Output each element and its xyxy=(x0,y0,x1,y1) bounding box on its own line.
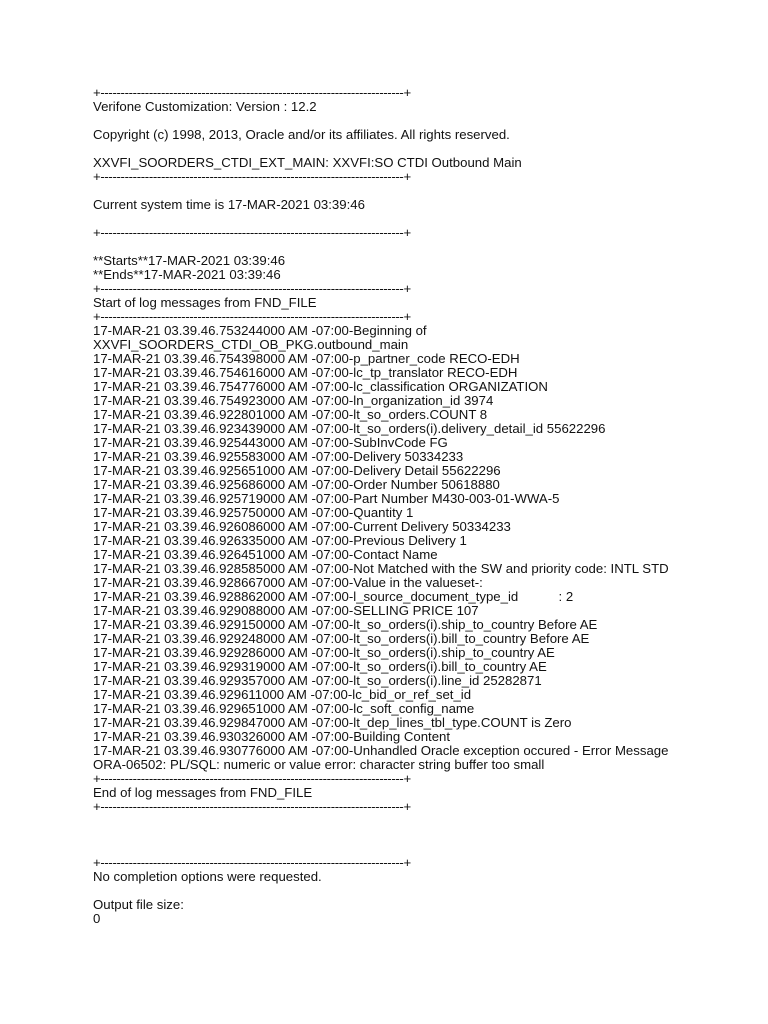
log-message: 17-MAR-21 03.39.46.929088000 AM -07:00-SELLING PRICE 107 xyxy=(93,603,479,618)
log-message: 17-MAR-21 03.39.46.930776000 AM -07:00-Unhandled Oracle exception occured - Error Message xyxy=(93,743,669,758)
program-name: XXVFI_SOORDERS_CTDI_EXT_MAIN: XXVFI:SO CTDI Outbound Main xyxy=(93,155,522,170)
blank-line xyxy=(93,142,758,156)
blank-line xyxy=(93,842,758,856)
log-message: 17-MAR-21 03.39.46.929651000 AM -07:00-lc_soft_config_name xyxy=(93,701,475,716)
log-message: 17-MAR-21 03.39.46.754398000 AM -07:00-p_partner_code RECO-EDH xyxy=(93,351,520,366)
output-file-size-value: 0 xyxy=(93,911,101,926)
log-error-message: ORA-06502: PL/SQL: numeric or value error: character string buffer too small xyxy=(93,757,545,772)
log-message: 17-MAR-21 03.39.46.928667000 AM -07:00-Value in the valueset-: xyxy=(93,575,483,590)
blank-line xyxy=(93,212,758,226)
log-message: 17-MAR-21 03.39.46.925443000 AM -07:00-SubInvCode FG xyxy=(93,435,448,450)
log-message: 17-MAR-21 03.39.46.754923000 AM -07:00-ln_organization_id 3974 xyxy=(93,393,494,408)
blank-line xyxy=(93,828,758,842)
log-message: 17-MAR-21 03.39.46.925583000 AM -07:00-Delivery 50334233 xyxy=(93,449,464,464)
log-message: 17-MAR-21 03.39.46.926335000 AM -07:00-Previous Delivery 1 xyxy=(93,533,467,548)
concurrent-request-log xyxy=(93,86,758,926)
completion-options: No completion options were requested. xyxy=(93,869,322,884)
output-file-size-label: Output file size: xyxy=(93,897,184,912)
log-message: 17-MAR-21 03.39.46.925651000 AM -07:00-Delivery Detail 55622296 xyxy=(93,463,501,478)
separator-line: +---------------------------------------------------------------------------+ xyxy=(93,799,411,814)
log-message: 17-MAR-21 03.39.46.753244000 AM -07:00-Beginning of xyxy=(93,323,427,338)
log-message: 17-MAR-21 03.39.46.929357000 AM -07:00-lt_so_orders(i).line_id 25282871 xyxy=(93,673,542,688)
log-message: 17-MAR-21 03.39.46.929611000 AM -07:00-lc_bid_or_ref_set_id xyxy=(93,687,472,702)
log-message: XXVFI_SOORDERS_CTDI_OB_PKG.outbound_main xyxy=(93,337,409,352)
log-section-end: End of log messages from FND_FILE xyxy=(93,785,313,800)
separator-line: +---------------------------------------------------------------------------+ xyxy=(93,85,411,100)
separator-line: +---------------------------------------------------------------------------+ xyxy=(93,855,411,870)
log-message: 17-MAR-21 03.39.46.925719000 AM -07:00-Part Number M430-003-01-WWA-5 xyxy=(93,491,560,506)
separator-line: +---------------------------------------------------------------------------+ xyxy=(93,309,411,324)
log-message: 17-MAR-21 03.39.46.928585000 AM -07:00-Not Matched with the SW and priority code: INTL STD xyxy=(93,561,669,576)
separator-line: +---------------------------------------------------------------------------+ xyxy=(93,225,411,240)
blank-line xyxy=(93,814,758,828)
log-message: 17-MAR-21 03.39.46.929847000 AM -07:00-lt_dep_lines_tbl_type.COUNT is Zero xyxy=(93,715,572,730)
blank-line xyxy=(93,114,758,128)
blank-line xyxy=(93,184,758,198)
log-message: 17-MAR-21 03.39.46.925686000 AM -07:00-Order Number 50618880 xyxy=(93,477,500,492)
separator-line: +---------------------------------------------------------------------------+ xyxy=(93,281,411,296)
blank-line xyxy=(93,240,758,254)
customization-version: Verifone Customization: Version : 12.2 xyxy=(93,99,317,114)
separator-line: +---------------------------------------------------------------------------+ xyxy=(93,771,411,786)
log-message: 17-MAR-21 03.39.46.922801000 AM -07:00-lt_so_orders.COUNT 8 xyxy=(93,407,488,422)
log-section-start: Start of log messages from FND_FILE xyxy=(93,295,317,310)
log-message: 17-MAR-21 03.39.46.926086000 AM -07:00-Current Delivery 50334233 xyxy=(93,519,511,534)
log-message: 17-MAR-21 03.39.46.929150000 AM -07:00-lt_so_orders(i).ship_to_country Before AE xyxy=(93,617,598,632)
log-message: 17-MAR-21 03.39.46.929319000 AM -07:00-lt_so_orders(i).bill_to_country AE xyxy=(93,659,547,674)
log-message: 17-MAR-21 03.39.46.754776000 AM -07:00-lc_classification ORGANIZATION xyxy=(93,379,548,394)
log-message: 17-MAR-21 03.39.46.929286000 AM -07:00-lt_so_orders(i).ship_to_country AE xyxy=(93,645,555,660)
blank-line xyxy=(93,884,758,898)
log-message: 17-MAR-21 03.39.46.929248000 AM -07:00-lt_so_orders(i).bill_to_country Before AE xyxy=(93,631,590,646)
log-message: 17-MAR-21 03.39.46.930326000 AM -07:00-Building Content xyxy=(93,729,451,744)
log-message: 17-MAR-21 03.39.46.926451000 AM -07:00-Contact Name xyxy=(93,547,438,562)
log-message: 17-MAR-21 03.39.46.928862000 AM -07:00-l_source_document_type_id : 2 xyxy=(93,589,574,604)
copyright-notice: Copyright (c) 1998, 2013, Oracle and/or its affiliates. All rights reserved. xyxy=(93,127,510,142)
separator-line: +---------------------------------------------------------------------------+ xyxy=(93,169,411,184)
start-time: **Starts**17-MAR-2021 03:39:46 xyxy=(93,253,286,268)
system-time: Current system time is 17-MAR-2021 03:39:46 xyxy=(93,197,365,212)
end-time: **Ends**17-MAR-2021 03:39:46 xyxy=(93,267,281,282)
log-message: 17-MAR-21 03.39.46.754616000 AM -07:00-lc_tp_translator RECO-EDH xyxy=(93,365,518,380)
log-message: 17-MAR-21 03.39.46.923439000 AM -07:00-lt_so_orders(i).delivery_detail_id 55622296 xyxy=(93,421,606,436)
log-message: 17-MAR-21 03.39.46.925750000 AM -07:00-Quantity 1 xyxy=(93,505,414,520)
